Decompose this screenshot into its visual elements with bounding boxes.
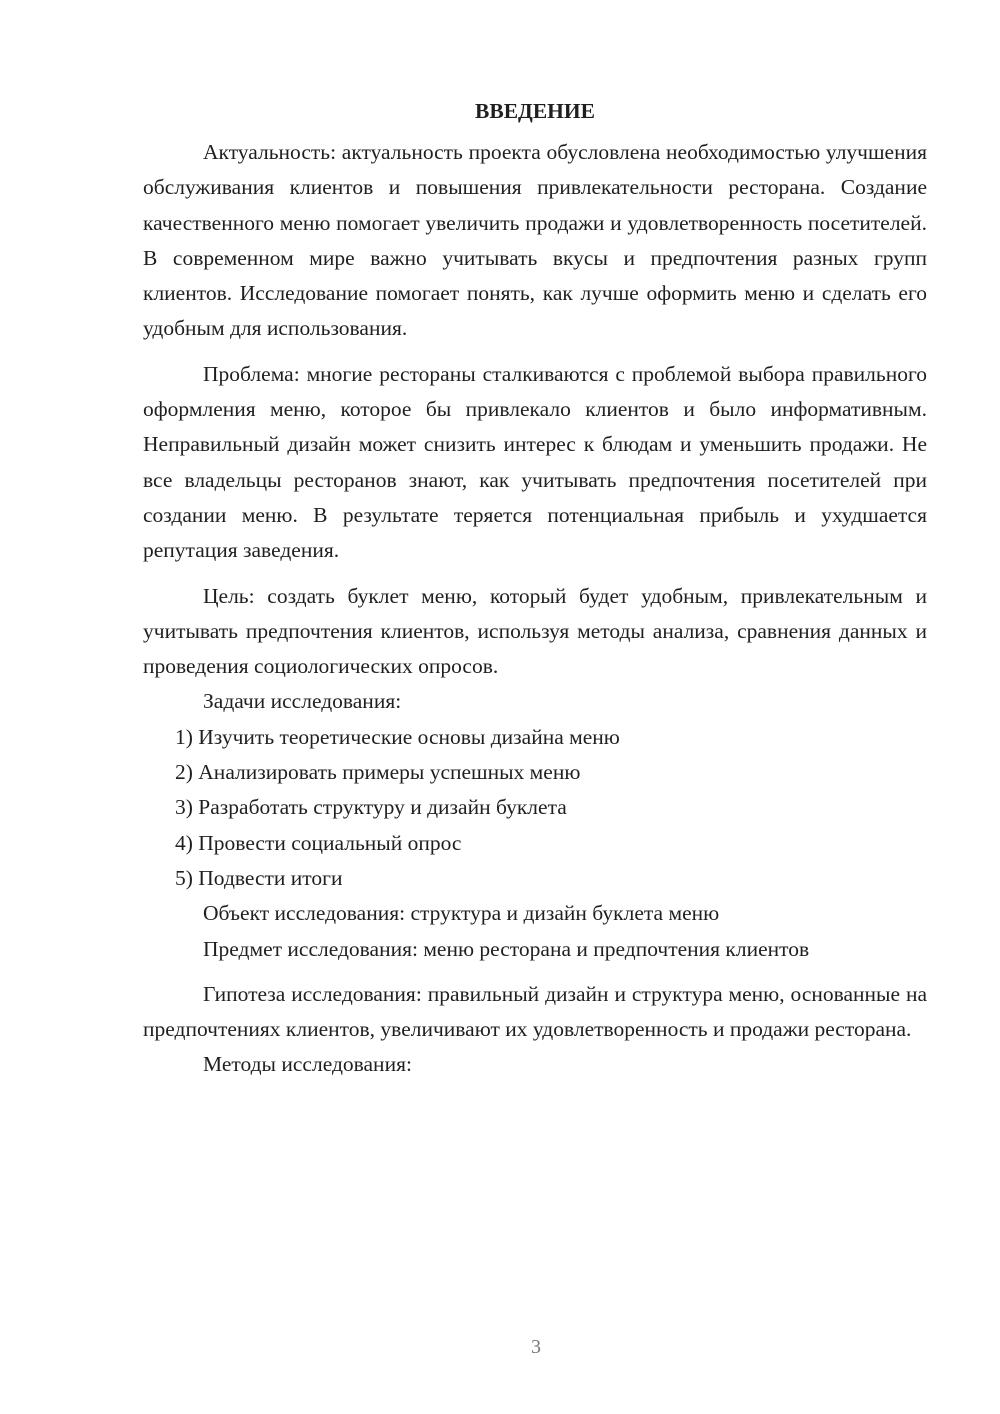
tasks-title: Задачи исследования: [203, 689, 402, 714]
list-item: 1) Изучить теоретические основы дизайна меню [175, 724, 620, 749]
list-item: 5) Подвести итоги [175, 865, 343, 890]
list-item: 2) Анализировать примеры успешных меню [175, 760, 581, 785]
section-heading: ВВЕДЕНИЕ [475, 99, 595, 123]
list-item: 3) Разработать структуру и дизайн буклета [175, 795, 567, 820]
paragraph-object: Объект исследования: структура и дизайн буклета меню [203, 901, 720, 926]
page-content [143, 98, 927, 1083]
paragraph-hypothesis: Гипотеза исследования: правильный дизайн и структура меню, основанные на предпочтениях клиентов, увеличивают их удовлетворенность и продажи ресторана. [143, 981, 927, 1042]
paragraph-relevance: Актуальность: актуальность проекта обусловлена необходимостью улучшения обслуживания клиентов и повышения привлекательности ресторана. Создание качественного меню помогает увеличить продажи и удовлетворенность посетителей. В современном мире важно учитывать вкусы и предпочтения разных групп клиентов. Исследование помогает понять, как лучше оформить меню и сделать его удобным для использования. [143, 140, 927, 341]
methods-title: Методы исследования: [203, 1052, 412, 1077]
tasks-list [143, 720, 927, 896]
page-number: 3 [531, 1336, 541, 1358]
paragraph-subject: Предмет исследования: меню ресторана и предпочтения клиентов [203, 936, 810, 961]
paragraph-problem: Проблема: многие рестораны сталкиваются с проблемой выбора правильного оформления меню, которое бы привлекало клиентов и было информативным. Неправильный дизайн может снизить интерес к блюдам и уменьшить продажи. Не все владельцы ресторанов знают, как учитывать предпочтения посетителей при создании меню. В результате теряется потенциальная прибыль и ухудшается репутация заведения. [143, 361, 927, 563]
paragraph-goal: Цель: создать буклет меню, который будет удобным, привлекательным и учитывать предпочтения клиентов, используя методы анализа, сравнения данных и проведения социологических опросов. [143, 583, 927, 679]
list-item: 4) Провести социальный опрос [175, 830, 462, 855]
